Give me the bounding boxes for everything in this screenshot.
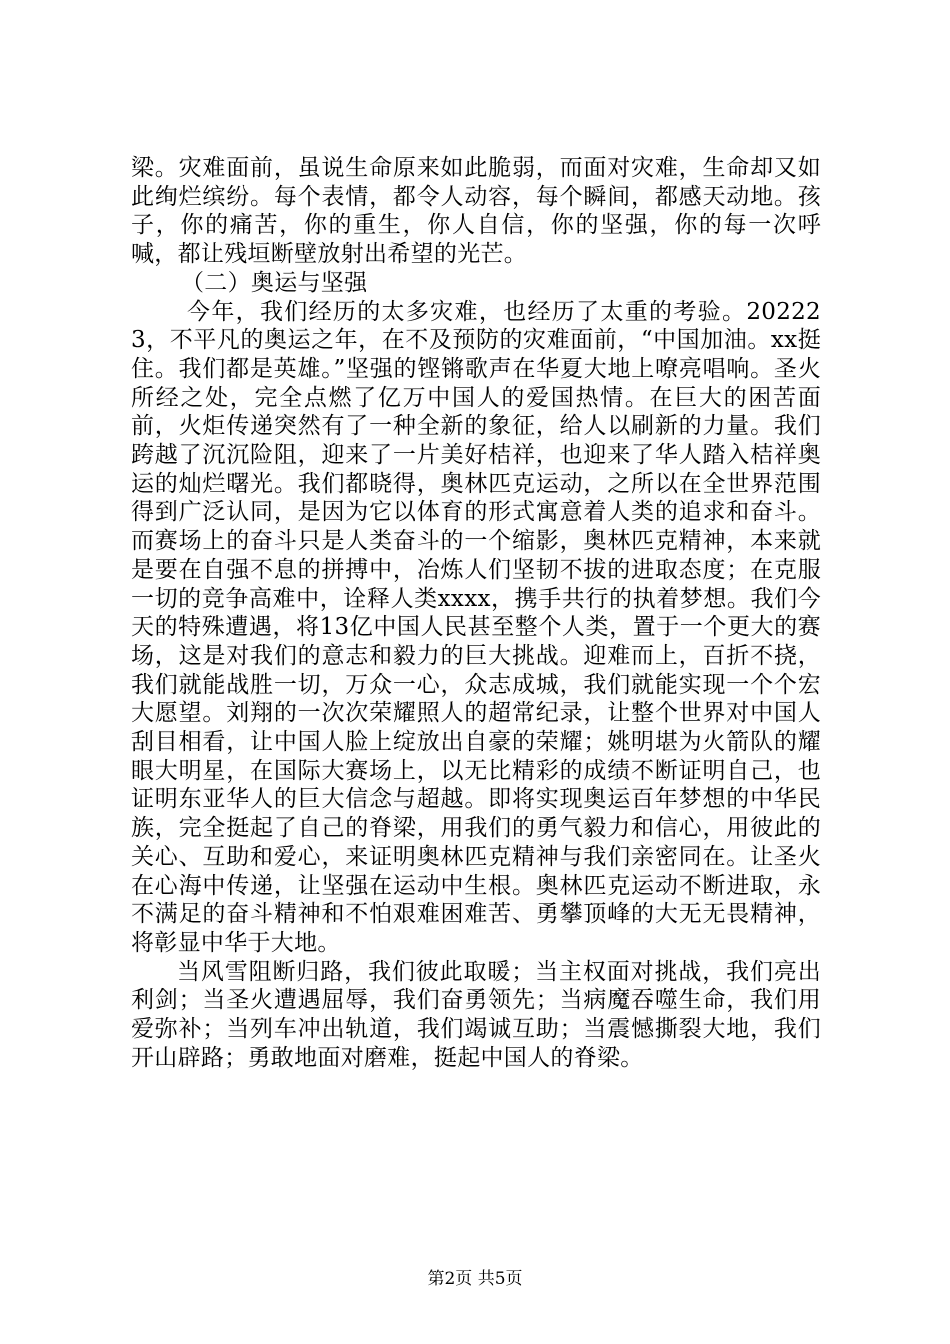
section-heading: （二）奥运与坚强 xyxy=(181,269,368,296)
paragraph-closing: 当风雪阻断归路，我们彼此取暖；当主权面对挑战，我们亮出利剑；当圣火遭遇屈辱，我们奋勇领先；当病魔吞噬生命，我们用爱弥补；当列车冲出轨道，我们竭诚互助；当震憾撕裂大地，我们开山辟路；勇敢地面对磨难，挺起中国人的脊梁。 xyxy=(131,958,821,1071)
document-body xyxy=(131,154,821,1073)
page-footer: 第2页 共5页 xyxy=(427,1269,523,1289)
paragraph-olympics: 今年，我们经历的太多灾难，也经历了太重的考验。202223，不平凡的奥运之年，在不及预防的灾难面前，“中国加油。xx挺住。我们都是英雄。”坚强的铿锵歌声在华夏大地上嘹亮唱响。圣火所经之处，完全点燃了亿万中国人的爱国热情。在巨大的困苦面前，火炬传递突然有了一种全新的象征，给人以刷新的力量。我们跨越了沉沉险阻，迎来了一片美好桔祥，也迎来了华人踏入桔祥奥运的灿烂曙光。我们都晓得，奥林匹克运动，之所以在全世界范围得到广泛认同，是因为它以体育的形式寓意着人类的追求和奋斗。而赛场上的奋斗只是人类奋斗的一个缩影，奥林匹克精神，本来就是要在自强不息的拼搏中，冶炼人们坚韧不拔的进取态度；在克服一切的竞争高难中，诠释人类xxxx，携手共行的执着梦想。我们今天的特殊遭遇，将13亿中国人民甚至整个人类，置于一个更大的赛场，这是对我们的意志和毅力的巨大挑战。迎难而上，百折不挠，我们就能战胜一切，万众一心，众志成城，我们就能实现一个个宏大愿望。刘翔的一次次荣耀照人的超常纪录，让整个世界对中国人刮目相看，让中国人脸上绽放出自豪的荣耀；姚明堪为火箭队的耀眼大明星，在国际大赛场上，以无比精彩的成绩不断证明自己，也证明东亚华人的巨大信念与超越。即将实现奥运百年梦想的中华民族，完全挺起了自己的脊梁，用我们的勇气毅力和信心，用彼此的关心、互助和爱心，来证明奥林匹克精神与我们亲密同在。让圣火在心海中传递，让坚强在运动中生根。奥林匹克运动不断进取，永不满足的奋斗精神和不怕艰难困难苦、勇攀顶峰的大无无畏精神，将彰显中华于大地。 xyxy=(131,298,821,956)
paragraph-continuation: 梁。灾难面前，虽说生命原来如此脆弱，而面对灾难，生命却又如此绚烂缤纷。每个表情，都令人动容，每个瞬间，都感天动地。孩子，你的痛苦，你的重生，你人自信，你的坚强，你的每一次呼喊，都让残垣断壁放射出希望的光芒。 xyxy=(131,155,821,268)
